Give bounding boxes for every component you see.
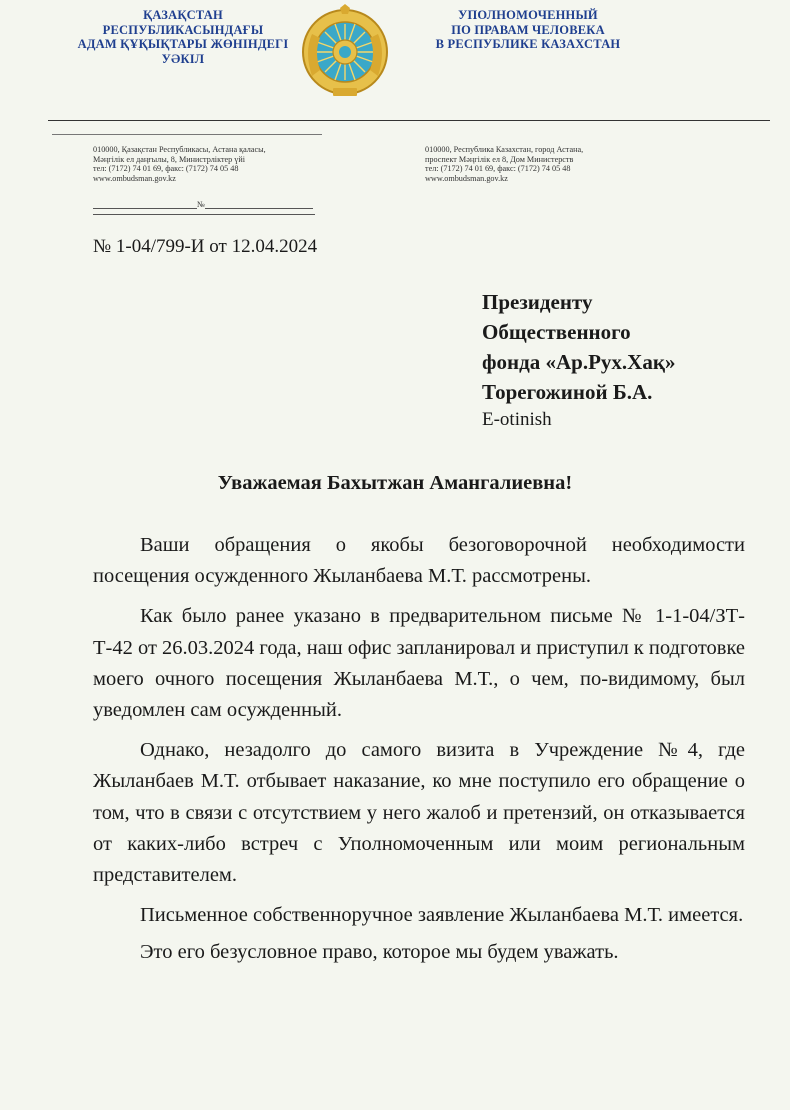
header-left-line: РЕСПУБЛИКАСЫНДАҒЫ (102, 22, 264, 37)
header-divider (48, 120, 770, 121)
body-paragraph: Письменное собственноручное заявление Жыланбаева М.Т. имеется. (140, 904, 744, 927)
recipient-line: Общественного (482, 320, 631, 344)
address-line: Мәңгілік ел даңғылы, 8, Министрліктер үйі (93, 154, 246, 164)
body-paragraph: Как было ранее указано в предварительном письме № 1-1-04/ЗТ-Т-42 от 26.03.2024 года, наш офис запланировал и приступил к подготовке моего очного посещения Жыланбаева М.Т., о чем, по-видимому, был уведомлен сам осужденный. (93, 605, 745, 722)
address-line: тел: (7172) 74 01 69, факс: (7172) 74 05 48 (93, 164, 239, 174)
header-left-line: УӘКІЛ (161, 51, 205, 66)
reg-number-sign: № (197, 200, 205, 209)
address-line: www.ombudsman.gov.kz (93, 173, 176, 183)
body-paragraph: Ваши обращения о якобы безоговорочной необходимости посещения осужденного Жыланбаева М.Т. рассмотрены. (93, 534, 745, 588)
header-right-line: ПО ПРАВАМ ЧЕЛОВЕКА (451, 22, 605, 37)
address-line: 010000, Қазақстан Республикасы, Астана қаласы, (93, 145, 266, 154)
header-right-line: УПОЛНОМОЧЕННЫЙ (458, 8, 598, 22)
address-block-russian (425, 145, 685, 183)
body-paragraph: Однако, незадолго до самого визита в Учреждение №4, где Жыланбаев М.Т. отбывает наказание, ко мне поступило его обращение о том, что в связи с отсутствием у него жалоб и претензий, он отказывается от каких-либо встреч с Уполномоченным или моим региональным представителем. (93, 739, 745, 887)
salutation: Уважаемая Бахытжан Амангалиевна! (217, 472, 573, 494)
address-line: 010000, Республика Казахстан, город Астана, (425, 145, 584, 154)
letter-body (93, 530, 745, 975)
recipient-line: фонда «Ар.Рух.Хақ» (482, 350, 676, 374)
registration-underline (93, 214, 315, 215)
recipient-line: Президенту (482, 290, 593, 314)
recipient-line: Торегожиной Б.А. (482, 380, 653, 404)
header-subdivider (52, 134, 322, 135)
address-line: тел: (7172) 74 01 69, факс: (7172) 74 05 48 (425, 164, 571, 174)
body-paragraph: Это его безусловное право, которое мы будем уважать. (140, 941, 619, 964)
reg-blank (93, 200, 197, 209)
address-line: www.ombudsman.gov.kz (425, 173, 508, 183)
delivery-channel: E-otinish (482, 409, 552, 430)
address-block-kazakh (93, 145, 353, 183)
address-line: проспект Мәңгілік ел 8, Дом Министерств (425, 154, 574, 164)
header-left-line: ҚАЗАҚСТАН (143, 8, 223, 22)
header-right-line: В РЕСПУБЛИКЕ КАЗАХСТАН (435, 37, 621, 51)
header-left-kazakh (48, 8, 318, 66)
reg-blank (205, 200, 313, 209)
registration-number-line (93, 200, 313, 209)
letter-reference: № 1-04/799-И от 12.04.2024 (93, 236, 318, 257)
header-right-russian (393, 8, 663, 52)
recipient-block (482, 287, 675, 433)
state-emblem-kazakhstan-icon (300, 4, 390, 100)
header-left-line: АДАМ ҚҰҚЫҚТАРЫ ЖӨНІНДЕГІ (77, 37, 289, 51)
